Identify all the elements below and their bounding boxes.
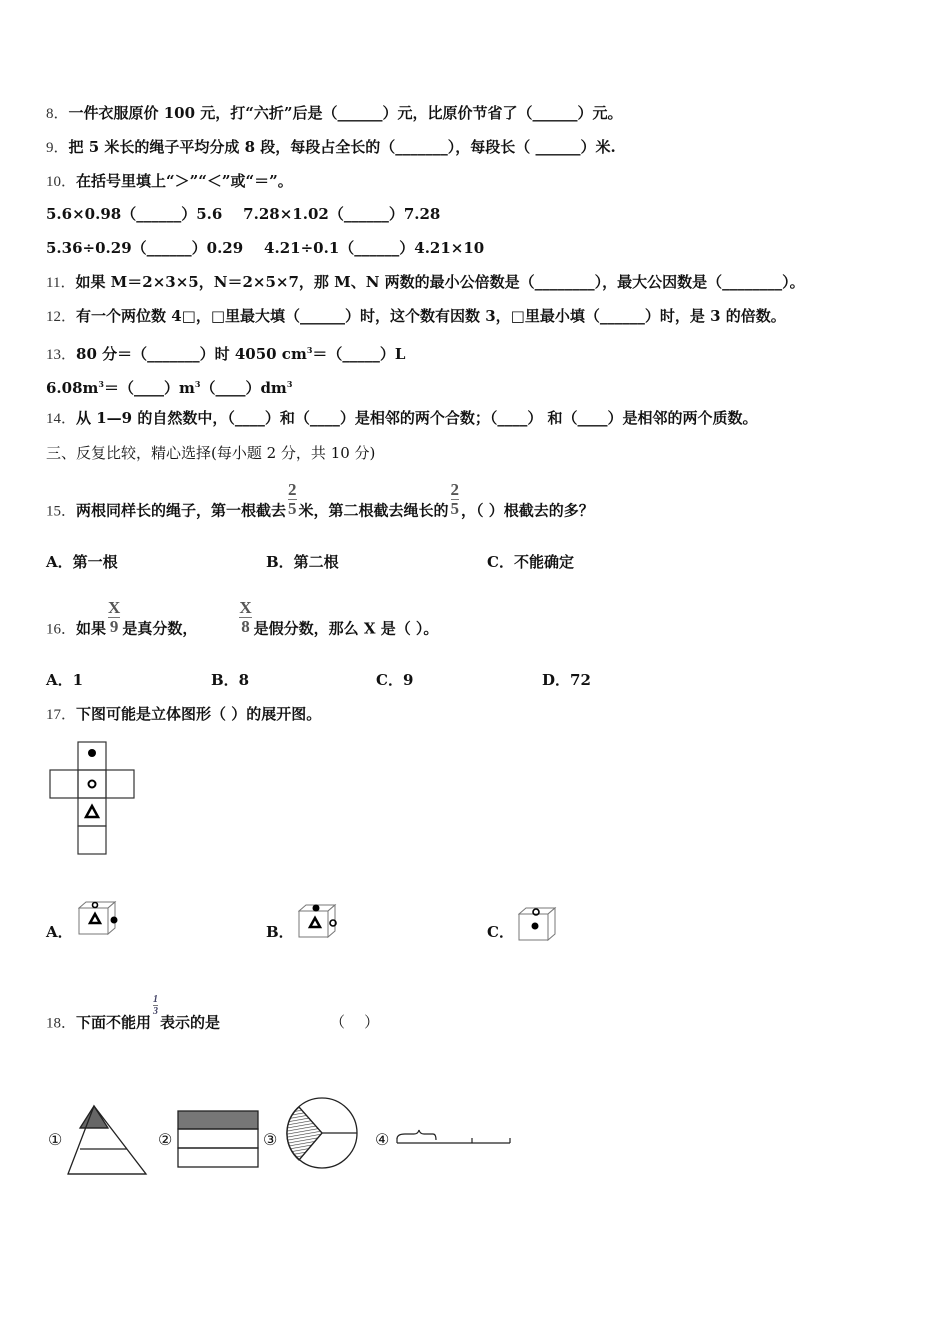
q16-option-d[interactable]: D．72 [542, 671, 591, 689]
question-8: 8．一件衣服原价 100 元，打“六折”后是（______）元，比原价节省了（______）元。 [46, 104, 623, 122]
question-14: 14．从 1—9 的自然数中，（____）和（____）是相邻的两个合数；（____） 和（____）是相邻的两个质数。 [46, 409, 758, 427]
line-segment-figure [397, 1130, 510, 1143]
question-15: 15．两根同样长的绳子，第一根截去 $\frac{2}{5}$ 米，第二根截去绳长的 $\frac{2}{5}$ ，（ ）根截去的多？ [46, 480, 594, 520]
q18-label-1: ① [48, 1130, 63, 1149]
question-17: 17．下图可能是立体图形（ ）的展开图。 [46, 705, 322, 723]
rectangle-figure [178, 1111, 258, 1167]
circle-figure [287, 1098, 357, 1168]
triangle-figure [68, 1106, 146, 1174]
question-11: 11．如果 M＝2×3×5，N＝2×5×7，那 M、N 两数的最小公倍数是（________），最大公因数是（________）。 [46, 273, 805, 291]
question-13-line2: $6.08m^3=(\_\_\_\_)m^3(\_\_\_\_)dm^3$ [46, 379, 293, 397]
question-10-line2: 5.36÷0.29（______）0.29 4.21÷0.1（______）4.21×10 [46, 239, 485, 257]
q18-label-2: ② [158, 1130, 173, 1149]
q18-label-3: ③ [263, 1130, 278, 1149]
question-18: 18．下面不能用 $\frac{1}{3}$ 表示的是 [46, 994, 221, 1032]
q18-answer-paren[interactable]: （ ） [330, 1013, 380, 1031]
cube-b-icon [298, 903, 344, 943]
q18-label-4: ④ [375, 1130, 390, 1149]
q16-option-c[interactable]: C．9 [376, 671, 414, 689]
q17-option-b[interactable]: B． [266, 923, 294, 941]
fraction: $\frac{2}{5}$ [450, 480, 460, 518]
q18-figures [0, 1090, 520, 1190]
cube-net-figure [48, 740, 138, 858]
question-10-line1: 5.6×0.98（______）5.6 7.28×1.02（______）7.28 [46, 205, 441, 223]
q16-option-b[interactable]: B．8 [211, 671, 250, 689]
fraction: $\frac{1}{3}$ [153, 994, 159, 1017]
cube-a-icon [78, 900, 124, 940]
question-10: 10．在括号里填上“＞”“＜”或“＝”。 [46, 172, 293, 190]
q15-option-a[interactable]: A．第一根 [46, 553, 118, 571]
question-13: 13．80 分＝（_______）时 4050 $cm^3=(\_\_\_\_\_)L$ [46, 345, 406, 363]
fraction: $\frac{X}{8}$ [239, 598, 252, 636]
question-9: 9．把 5 米长的绳子平均分成 8 段，每段占全长的（_______），每段长（ ______）米. [46, 138, 616, 156]
fraction: $\frac{X}{9}$ [108, 598, 121, 636]
q15-option-c[interactable]: C．不能确定 [487, 553, 574, 571]
section-3-heading: 三、反复比较，精心选择(每小题 2 分，共 10 分) [46, 444, 376, 462]
q17-option-c[interactable]: C． [487, 923, 514, 941]
question-12: 12．有一个两位数 4□，□里最大填（______）时，这个数有因数 3，□里最小填（______）时，是 3 的倍数。 [46, 307, 786, 325]
cube-c-icon [518, 906, 564, 946]
fraction: $\frac{2}{5}$ [288, 480, 297, 518]
q16-option-a[interactable]: A．1 [46, 671, 84, 689]
question-16: 16．如果 $\frac{X}{9}$ 是真分数， $\frac{X}{8}$ 是假分数，那么 X 是（ ）。 [46, 598, 439, 638]
q15-option-b[interactable]: B．第二根 [266, 553, 339, 571]
q17-option-a[interactable]: A． [46, 923, 73, 941]
